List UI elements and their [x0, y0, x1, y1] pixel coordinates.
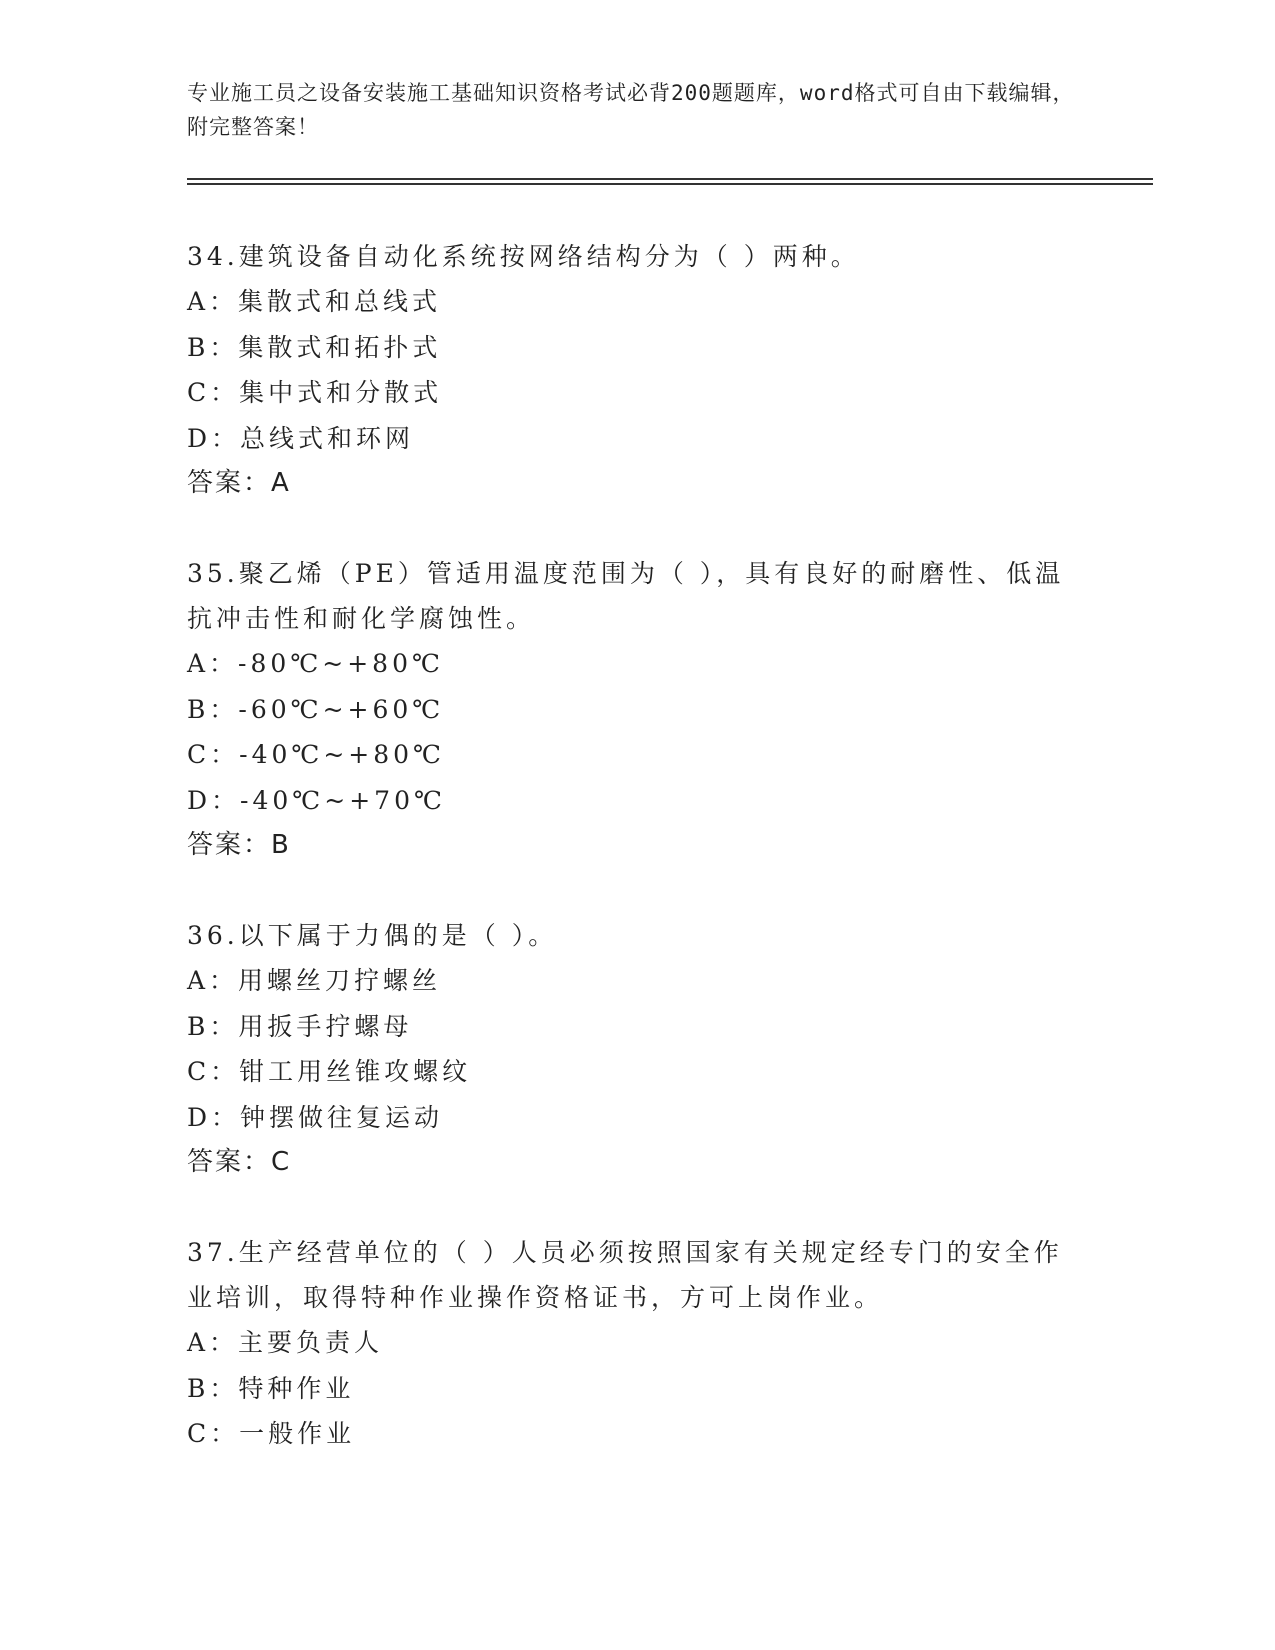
answer-label: 答案：C [187, 1147, 292, 1177]
header-rule-bottom [187, 183, 1153, 185]
question-text: 34.建筑设备自动化系统按网络结构分为（ ）两种。 [187, 242, 860, 271]
option-a: A：主要负责人 [187, 1328, 384, 1357]
question-list [187, 234, 1067, 1502]
header-rule-top [187, 178, 1153, 180]
question-36 [187, 913, 1067, 1185]
option-a: A：用螺丝刀拧螺丝 [187, 966, 442, 995]
option-a: A：集散式和总线式 [187, 287, 442, 316]
question-text: 37.生产经营单位的（ ）人员必须按照国家有关规定经专门的安全作业培训，取得特种作业操作资格证书，方可上岗作业。 [187, 1238, 1063, 1312]
option-c: C：钳工用丝锥攻螺纹 [187, 1057, 472, 1086]
option-b: B：特种作业 [187, 1373, 355, 1403]
option-d: D：总线式和环网 [187, 423, 415, 453]
document-header: 专业施工员之设备安装施工基础知识资格考试必背200题题库，word格式可自由下载编辑，附完整答案！ [187, 81, 1075, 139]
option-d: D：-40℃~+70℃ [187, 785, 446, 815]
question-34 [187, 234, 1067, 506]
answer-label: 答案：A [187, 468, 291, 498]
option-c: C：-40℃~+80℃ [187, 740, 446, 769]
question-37 [187, 1230, 1067, 1457]
question-text: 35.聚乙烯（PE）管适用温度范围为（ ），具有良好的耐磨性、低温抗冲击性和耐化学腐蚀性。 [187, 559, 1065, 633]
question-text: 36.以下属于力偶的是（ ）。 [187, 921, 558, 950]
option-b: B：集散式和拓扑式 [187, 332, 442, 362]
answer-label: 答案：B [187, 830, 291, 860]
option-c: C：一般作业 [187, 1419, 356, 1448]
option-c: C：集中式和分散式 [187, 378, 443, 407]
option-b: B：-60℃~+60℃ [187, 694, 445, 724]
option-a: A：-80℃~+80℃ [187, 649, 444, 678]
question-35 [187, 551, 1067, 868]
option-b: B：用扳手拧螺母 [187, 1011, 413, 1041]
option-d: D：钟摆做往复运动 [187, 1102, 444, 1132]
